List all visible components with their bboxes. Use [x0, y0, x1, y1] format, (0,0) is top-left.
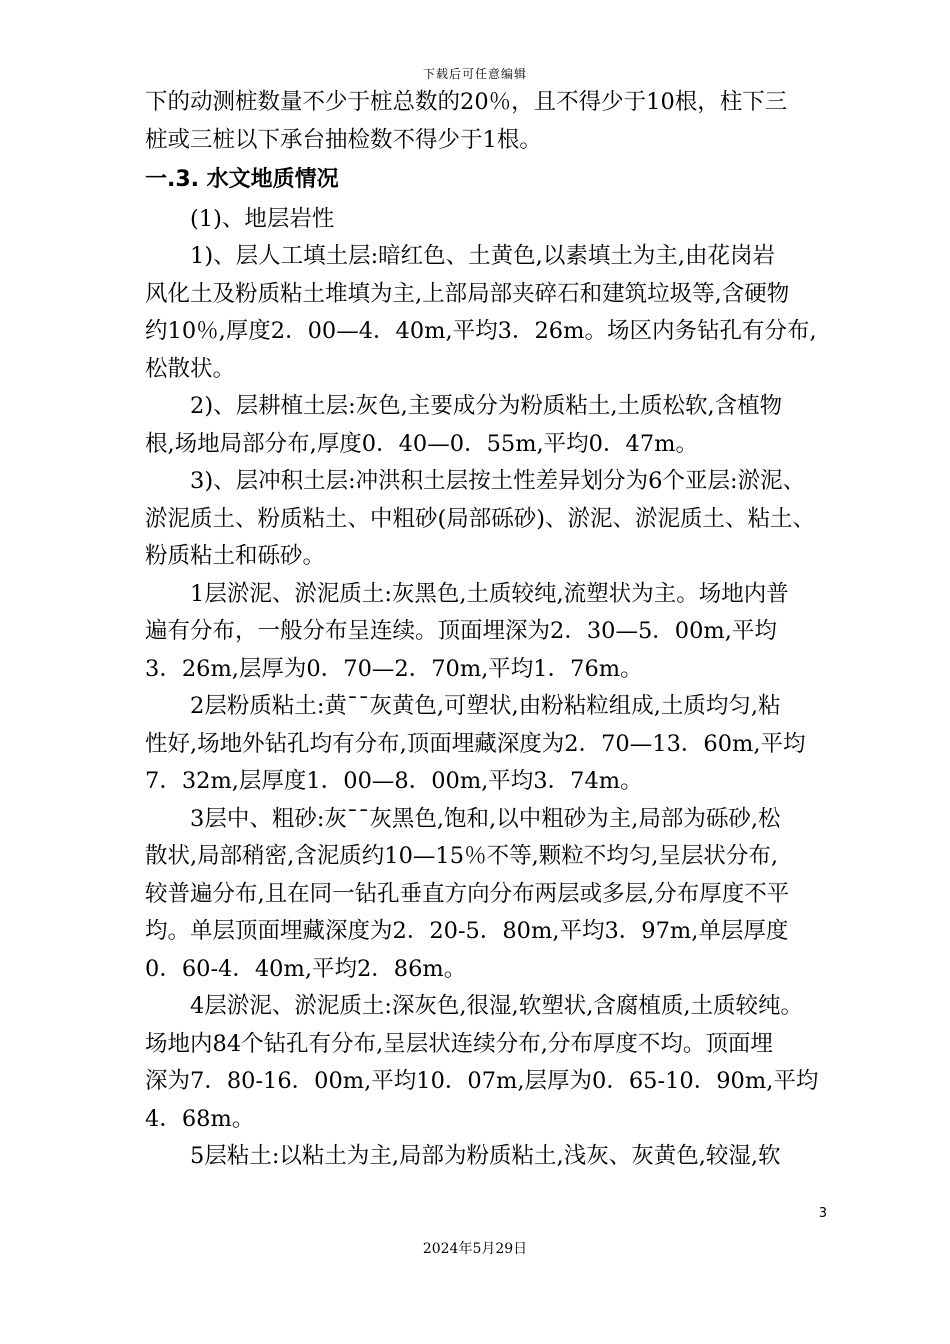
text-line: 1层淤泥、淤泥质土:灰黑色,土质较纯,流塑状为主。场地内普	[190, 580, 789, 607]
text-line: 1)、层人工填土层:暗红色、土黄色,以素填土为主,由花岗岩	[190, 243, 775, 269]
document-body	[145, 84, 835, 1176]
text-line: 风化土及粉质粘土堆填为主,上部局部夹碎石和建筑垃圾等,含硬物	[145, 280, 790, 307]
text-line: 散状,局部稍密,含泥质约10—15％不等,颗粒不均匀,呈层状分布,	[145, 843, 779, 869]
text-line: 遍有分布，一般分布呈连续。顶面埋深为2．30—5．00m,平均	[145, 618, 777, 644]
text-line: 7．32m,层厚度1．00—8．00m,平均3．74m。	[145, 768, 643, 794]
text-line: 3．26m,层厚为0．70—2．70m,平均1．76m。	[145, 655, 643, 682]
footer-date: 2024年5月29日	[422, 1241, 528, 1257]
section-heading: 一.3. 水文地质情况	[145, 167, 339, 192]
text-line: (1)、地层岩性	[190, 205, 335, 232]
text-line: 3)、层冲积土层:冲洪积土层按土性差异划分为6个亚层:淤泥、	[190, 468, 806, 494]
text-line: 粉质粘土和砾砂。	[145, 543, 326, 569]
text-line: 松散状。	[145, 355, 236, 382]
text-line: 下的动测桩数量不少于桩总数的20％，且不得少于10根，柱下三	[145, 89, 788, 115]
text-line: 场地内84个钻孔有分布,呈层状连续分布,分布厚度不均。顶面埋	[145, 1030, 773, 1057]
text-line: 0．60-4．40m,平均2．86m。	[145, 955, 467, 982]
text-line: 淤泥质土、粉质粘土、中粗砂(局部砾砂)、淤泥、淤泥质土、粘土、	[145, 505, 816, 532]
text-line: 性好,场地外钻孔均有分布,顶面埋藏深度为2．70—13．60m,平均	[145, 730, 806, 757]
text-line: 4层淤泥、淤泥质土:深灰色,很湿,软塑状,含腐植质,土质较纯。	[190, 993, 804, 1019]
text-line: 深为7．80-16．00m,平均10．07m,层厚为0．65-10．90m,平均	[145, 1068, 819, 1094]
text-line: 4．68m。	[145, 1105, 255, 1132]
text-line: 3层中、粗砂:灰¯¯灰黑色,饱和,以中粗砂为主,局部为砾砂,松	[190, 805, 781, 832]
page-number: 3	[818, 1206, 827, 1221]
text-line: 约10％,厚度2．00—4．40m,平均3．26m。场区内务钻孔有分布,	[145, 318, 817, 344]
text-line: 5层粘土:以粘土为主,局部为粉质粘土,浅灰、灰黄色,较湿,软	[190, 1143, 781, 1169]
text-line: 根,场地局部分布,厚度0．40—0．55m,平均0．47m。	[145, 430, 698, 457]
text-line: 桩或三桩以下承台抽检数不得少于1根。	[145, 126, 542, 153]
text-line: 2层粉质粘土:黄¯¯灰黄色,可塑状,由粉粘粒组成,土质均匀,粘	[190, 693, 781, 719]
text-line: 较普遍分布,且在同一钻孔垂直方向分布两层或多层,分布厚度不平	[145, 880, 790, 907]
download-note: 下载后可任意编辑	[422, 67, 527, 81]
text-line: 2)、层耕植土层:灰色,主要成分为粉质粘土,土质松软,含植物	[190, 393, 783, 419]
text-line: 均。单层顶面埋藏深度为2．20-5．80m,平均3．97m,单层厚度	[145, 918, 789, 944]
